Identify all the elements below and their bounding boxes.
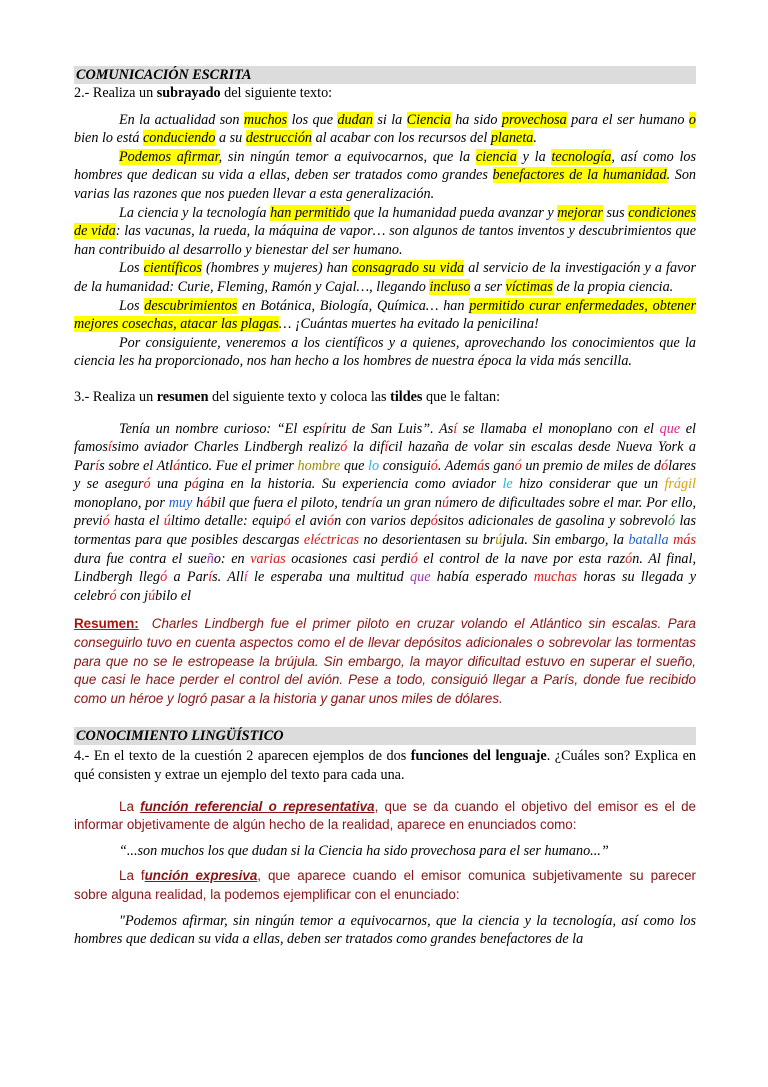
funcion-expresiva: La función expresiva, que aparece cuando el emisor comunica subjetivamente su parecer sobre alguna realidad, la podemos ejemplificar con el enunciado: <box>74 868 697 902</box>
section-header-comunicacion: COMUNICACIÓN ESCRITA <box>74 66 696 84</box>
paragraph-2: Podemos afirmar, sin ningún temor a equivocarnos, que la ciencia y la tecnología, así como los hombres que dedican su vida a ellas, deben ser tratados como grandes benefactores de la humanidad. Son varias las razones que nos pueden llevar a esta generalización. <box>74 148 697 202</box>
question-2: 2.- Realiza un subrayado del siguiente texto: <box>74 85 333 101</box>
resumen-answer: Resumen: Charles Lindbergh fue el primer piloto en cruzar volando el Atlántico sin escalas. Para conseguirlo tuvo en cuenta aspectos como el de llevar depósitos adicionales o sobrevolar las tormentas para que no se le estropease la brújula. Sin embargo, la mayor dificultad estuvo en superar el sueño, que casi le hace perder el control del avión. Pese a todo, consiguió llegar a París, donde fue recibido como un héroe y logró pasar a la historia y ganar unos miles de dólares. <box>74 616 696 706</box>
resumen-label: Resumen: <box>74 616 139 632</box>
example-quote-1: “...son muchos los que dudan si la Ciencia ha sido provechosa para el ser humano...” <box>119 842 609 859</box>
question-3: 3.- Realiza un resumen del siguiente texto y coloca las tildes que le faltan: <box>74 388 501 405</box>
document-page <box>74 66 696 949</box>
example-quote-2: "Podemos afirmar, sin ningún temor a equivocarnos, que la ciencia y la tecnología, así como los hombres que dedican su vida a ellas, deben ser tratados como grandes benefactores de la <box>74 912 696 948</box>
term-expresiva: unción expresiva <box>144 868 258 884</box>
paragraph-3: La ciencia y la tecnología han permitido que la humanidad pueda avanzar y mejorar sus condiciones de vida: las vacunas, la rueda, la máquina de vapor… son algunos de tantos inventos y descubrimientos que han contribuido al desarrollo y bienestar del ser humano. <box>74 204 696 258</box>
section-header-conocimiento: CONOCIMIENTO LINGÜÍSTICO <box>74 727 696 745</box>
question-4: 4.- En el texto de la cuestión 2 aparecen ejemplos de dos funciones del lenguaje. ¿Cuáles son? Explica en qué consisten y extrae un ejemplo del texto para cada una. <box>74 748 697 783</box>
paragraph-6: Por consiguiente, veneremos a los científicos y a quienes, aprovechando los conocimientos que la ciencia les ha proporcionado, nos han hecho a los hombres de nuestra época la vida más sencilla. <box>74 334 696 370</box>
lindbergh-text: Tenía un nombre curioso: “El espíritu de San Luis”. Así se llamaba el monoplano con el que el famosísimo aviador Charles Lindbergh realizó la difícil hazaña de volar sin escalas desde Nueva York a París sobre el Atlántico. Fue el primer hombre que lo consiguió. Además ganó un premio de miles de dólares y se aseguró una página en la historia. Su experiencia como aviador le hizo considerar que un frágil monoplano, por muy hábil que fuera el piloto, tendría un gran número de dificultades sobre el mar. Por ello, previó hasta el último detalle: equipó el avión con varios depósitos adicionales de gasolina y sobrevoló las tormentas para que posibles descargas eléctricas no desorientasen su brújula. Sin embargo, la batalla más dura fue contra el sueño: en varias ocasiones casi perdió el control de la nave por esta razón. Al final, Lindbergh llegó a París. Allí le esperaba una multitud que había esperado muchas horas su llegada y celebró con júbilo el <box>74 420 697 604</box>
paragraph-1: En la actualidad son muchos los que dudan si la Ciencia ha sido provechosa para el ser humano o bien lo está conduciendo a su destrucción al acabar con los recursos del planeta. <box>74 111 696 147</box>
paragraph-5: Los descubrimientos en Botánica, Biología, Química… han permitido curar enfermedades, obtener mejores cosechas, atacar las plagas… ¡Cuántas muertes ha evitado la penicilina! <box>74 297 696 333</box>
term-referencial: función referencial o representativa <box>140 798 375 814</box>
ciencia-text <box>74 111 696 371</box>
paragraph-4: Los científicos (hombres y mujeres) han consagrado su vida al servicio de la investigación y a favor de la humanidad: Curie, Fleming, Ramón y Cajal…, llegando incluso a ser víctimas de la propia ciencia. <box>74 260 696 295</box>
funcion-referencial: La función referencial o representativa, que se da cuando el objetivo del emisor es el de informar objetivamente de algún hecho de la realidad, aparece en enunciados como: <box>74 798 696 833</box>
